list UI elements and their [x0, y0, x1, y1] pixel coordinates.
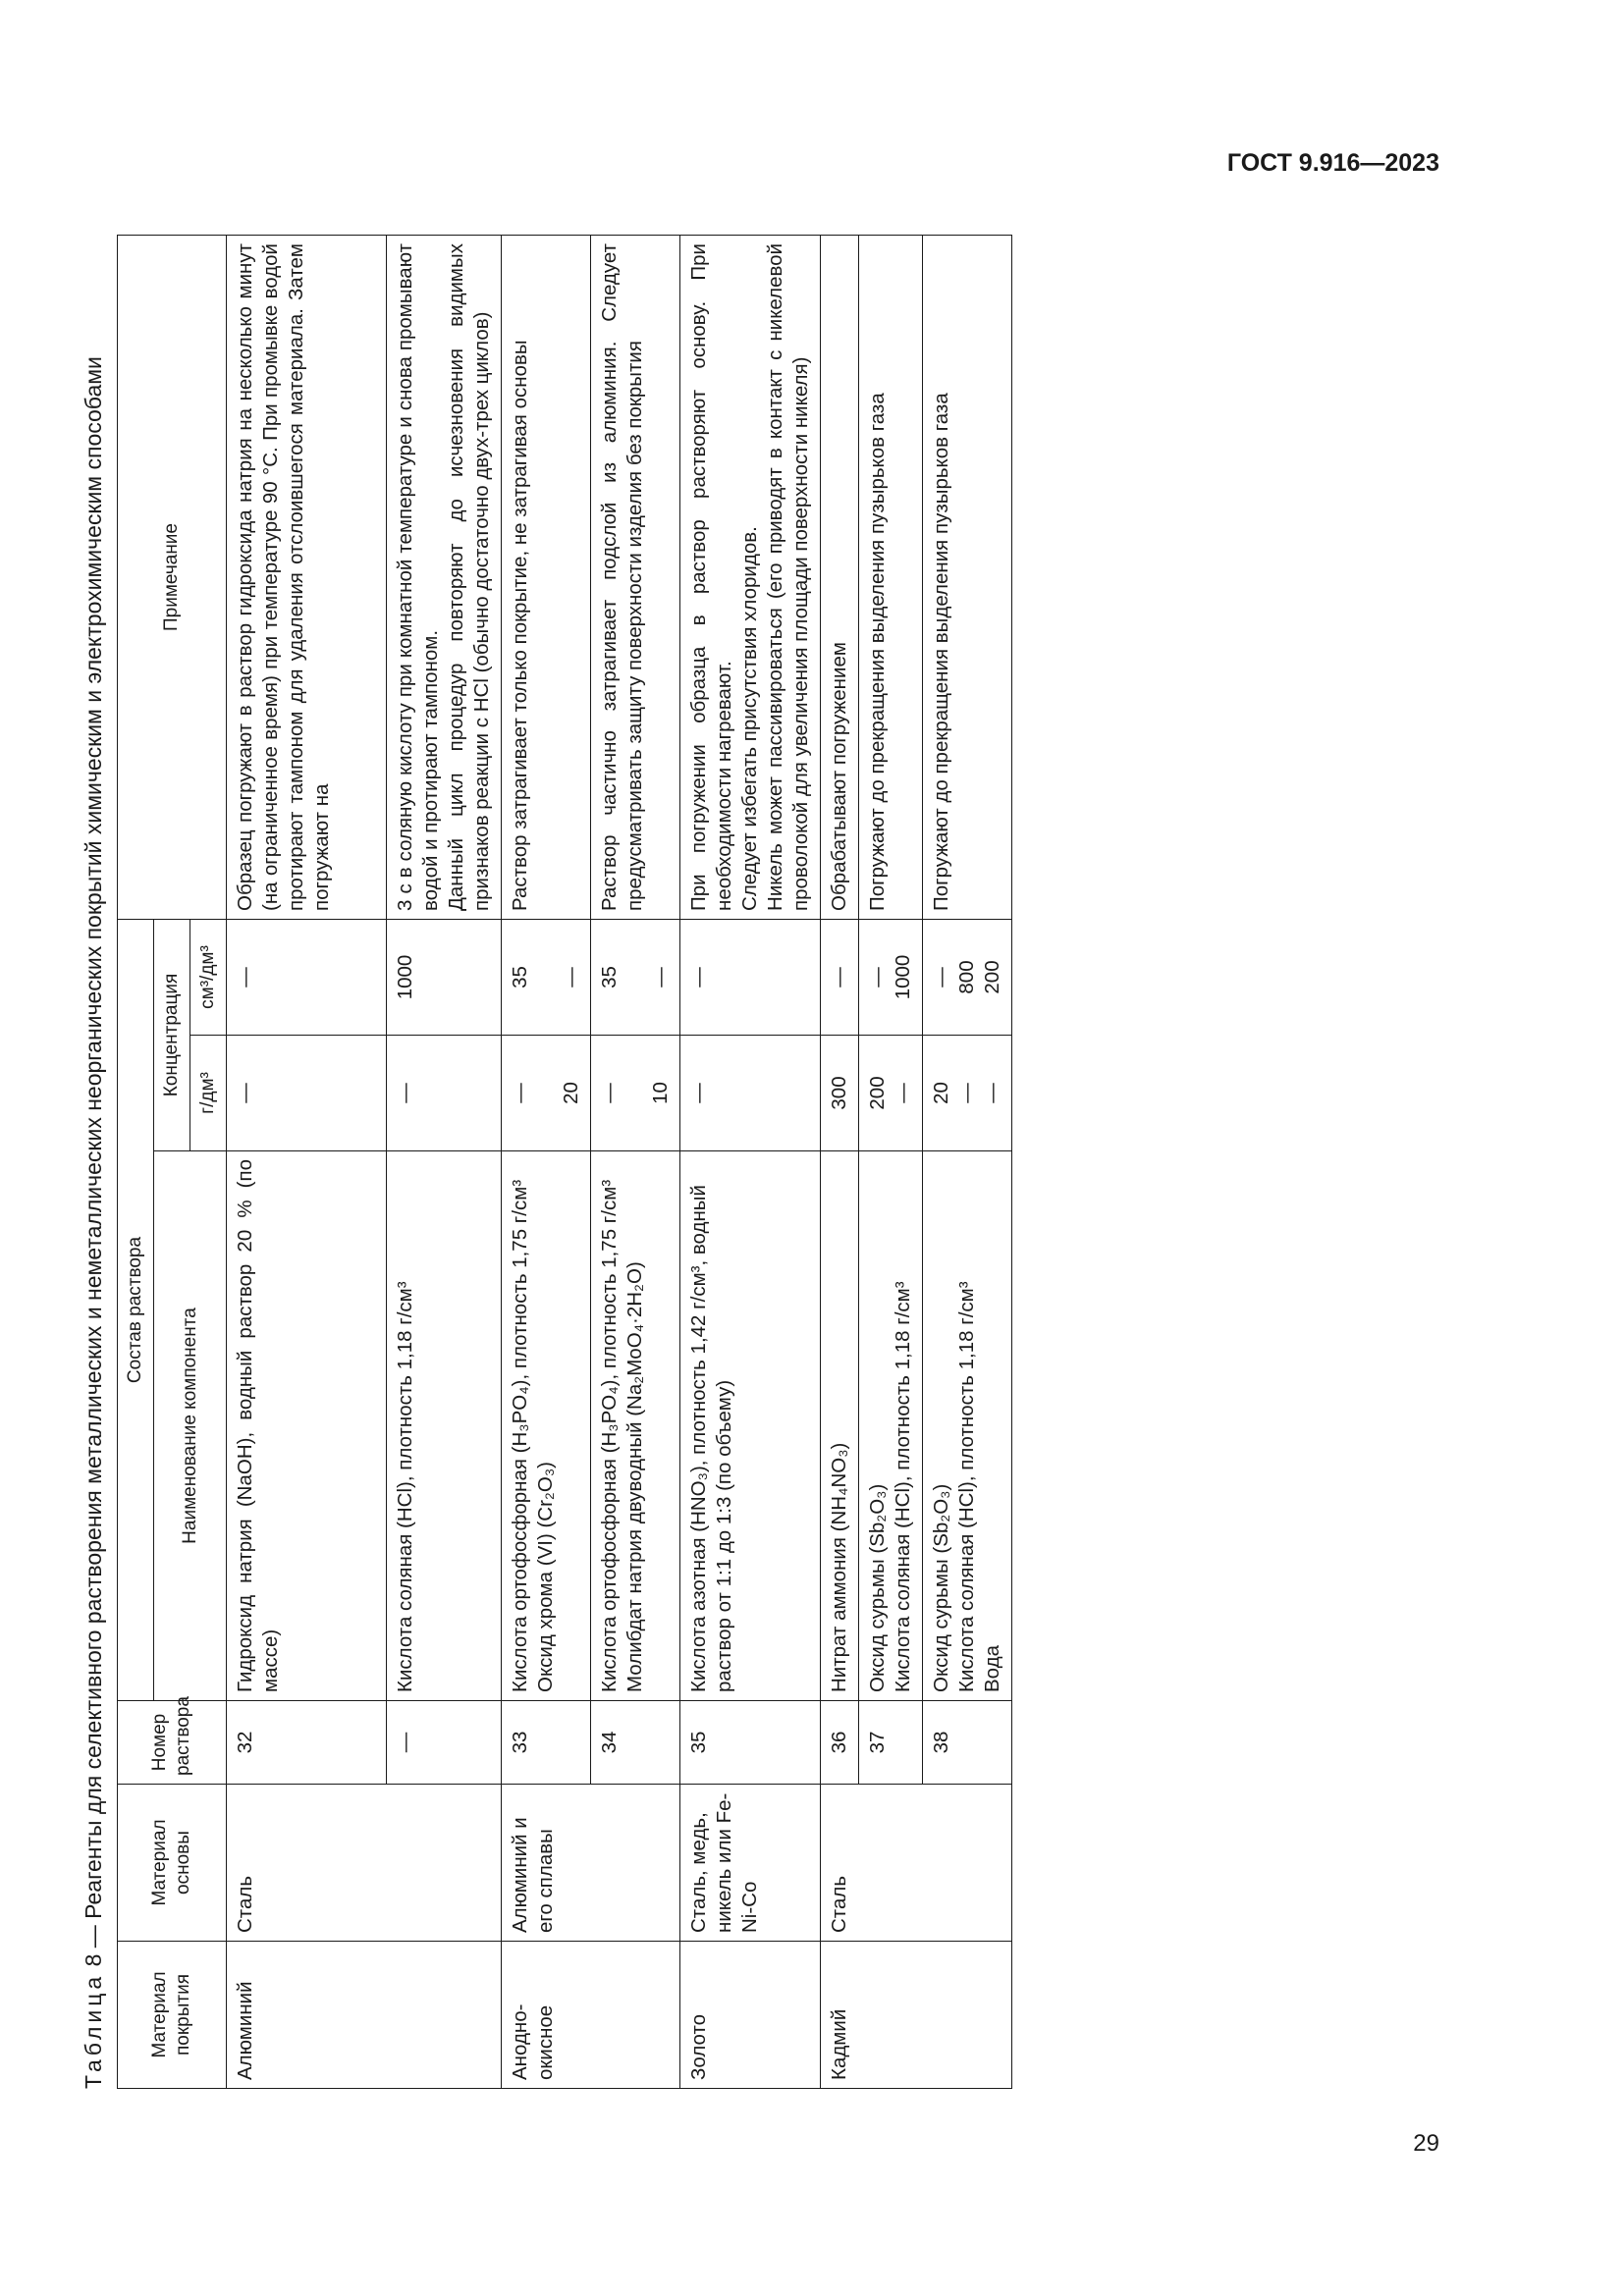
- value-line: —: [892, 1083, 914, 1103]
- page-number: 29: [1413, 2130, 1439, 2157]
- cell-num: 36: [821, 1701, 859, 1785]
- value-line: 200: [866, 1076, 889, 1110]
- cell-note: Погружают до прекращения выделения пузырьков газа: [923, 235, 1012, 919]
- cell-component: [923, 1151, 1012, 1701]
- header-concentration: Концентрация: [154, 919, 190, 1150]
- value-line: —: [866, 967, 889, 988]
- cell-cm: [502, 919, 591, 1035]
- caption-label: Таблица: [81, 1972, 106, 2089]
- cell-cm: [591, 919, 680, 1035]
- value-line: 20: [930, 1082, 952, 1104]
- cell-g: [502, 1036, 591, 1151]
- note-line: 3 с в соляную кислоту при комнатной температуре и снова промывают водой и протирают тампоном.: [394, 242, 442, 911]
- component-line: Оксид сурьмы (Sb₂O₃): [930, 1483, 952, 1692]
- value-line: —: [981, 1083, 1003, 1103]
- cell-cm: —: [227, 919, 387, 1035]
- value-line: 20: [560, 1082, 582, 1104]
- cell-g: [923, 1036, 1012, 1151]
- value-line: 35: [509, 966, 531, 988]
- note-line: При погружении образца в раствор растворяют основу. При необходимости нагревают.: [687, 242, 735, 911]
- caption-number: 8: [81, 1953, 106, 1967]
- standard-header: ГОСТ 9.916—2023: [1226, 149, 1439, 177]
- header-g-dm3: г/дм³: [190, 1036, 227, 1151]
- cell-num: 37: [859, 1701, 923, 1785]
- cell-num: —: [387, 1701, 502, 1785]
- cell-num: 38: [923, 1701, 1012, 1785]
- cell-num: 35: [680, 1701, 821, 1785]
- cell-coating: Алюминий: [227, 1942, 502, 2089]
- cell-note: Погружают до прекращения выделения пузырьков газа: [859, 235, 923, 919]
- reagents-table: [117, 235, 1012, 2089]
- table-row: [502, 235, 591, 2088]
- cell-num: 32: [227, 1701, 387, 1785]
- cell-coating: Анодно-окисное: [502, 1942, 680, 2089]
- component-line: Кислота соляная (HCl), плотность 1,18 г/см³: [955, 1281, 978, 1692]
- cell-base: Сталь: [227, 1785, 502, 1942]
- cell-coating: Кадмий: [821, 1942, 1012, 2089]
- note-line: Следует избегать присутствия хлоридов.: [738, 526, 761, 911]
- cell-component: [502, 1151, 591, 1701]
- cell-note: [387, 235, 502, 919]
- cell-component: Нитрат аммония (NH₄NO₃): [821, 1151, 859, 1701]
- caption-text: — Реагенты для селективного растворения металлических и неметаллических неорганических покрытий химическим и электрохимическим способами: [81, 356, 106, 1949]
- cell-cm: —: [821, 919, 859, 1035]
- cell-note: [680, 235, 821, 919]
- cell-note: Раствор частично затрагивает подслой из алюминия. Следует предусматривать защиту поверхности изделия без покрытия: [591, 235, 680, 919]
- value-line: —: [509, 1083, 531, 1103]
- value-line: —: [598, 1083, 621, 1103]
- component-line: Кислота ортофосфорная (H₃PO₄), плотность 1,75 г/см³: [598, 1179, 621, 1692]
- table-row: [680, 235, 821, 2088]
- cell-g: [591, 1036, 680, 1151]
- cell-cm: 1000: [387, 919, 502, 1035]
- value-line: 35: [598, 966, 621, 988]
- cell-component: [591, 1151, 680, 1701]
- component-line: Оксид сурьмы (Sb₂O₃): [866, 1483, 889, 1692]
- cell-g: —: [227, 1036, 387, 1151]
- cell-coating: Золото: [680, 1942, 821, 2089]
- component-line: Молибдат натрия двуводный (Na₂MoO₄·2H₂O): [623, 1261, 646, 1692]
- rotated-table-page: [79, 236, 1434, 2089]
- cell-cm: —: [680, 919, 821, 1035]
- cell-g: 300: [821, 1036, 859, 1151]
- value-line: 800: [955, 960, 978, 994]
- cell-component: Кислота азотная (HNO₃), плотность 1,42 г/см³, водный раствор от 1:1 до 1:3 (по объему): [680, 1151, 821, 1701]
- value-line: 1000: [892, 954, 914, 1000]
- table-caption: [79, 236, 108, 2089]
- cell-component: [859, 1151, 923, 1701]
- table-row: [821, 235, 859, 2088]
- cell-cm: [923, 919, 1012, 1035]
- note-line: Данный цикл процедур повторяют до исчезновения видимых признаков реакции с HCl (обычно достаточно двух-трех циклов): [445, 242, 493, 911]
- cell-num: 34: [591, 1701, 680, 1785]
- component-line: Кислота соляная (HCl), плотность 1,18 г/см³: [892, 1281, 914, 1692]
- cell-num: 33: [502, 1701, 591, 1785]
- component-line: Оксид хрома (VI) (Cr₂O₃): [534, 1462, 557, 1692]
- cell-g: —: [387, 1036, 502, 1151]
- cell-base: Сталь, медь, никель или Fe-Ni-Co: [680, 1785, 821, 1942]
- value-line: —: [930, 967, 952, 988]
- cell-note: Образец погружают в раствор гидроксида натрия на несколько минут (на ограниченное время) при температуре 90 °С. При промывке водой протирают тампоном для удаления отслоившегося материала. Затем погружают на: [227, 235, 387, 919]
- table-row: [227, 235, 387, 2088]
- header-note: Примечание: [118, 235, 227, 919]
- component-line: Кислота ортофосфорная (H₃PO₄), плотность 1,75 г/см³: [509, 1179, 531, 1692]
- value-line: —: [955, 1083, 978, 1103]
- header-base: Материал основы: [118, 1785, 227, 1942]
- header-cm3-dm3: см³/дм³: [190, 919, 227, 1035]
- value-line: —: [560, 967, 582, 988]
- header-num: Номер раствора: [118, 1701, 227, 1785]
- value-line: 200: [981, 960, 1003, 994]
- cell-g: —: [680, 1036, 821, 1151]
- note-line: Никель может пассивироваться (его приводят в контакт с никелевой проволокой для увеличения площади поверхности никеля): [764, 242, 812, 911]
- cell-g: [859, 1036, 923, 1151]
- header-composition: Состав раствора: [118, 919, 154, 1700]
- cell-base: Алюминий и его сплавы: [502, 1785, 680, 1942]
- value-line: 10: [649, 1082, 672, 1104]
- cell-base: Сталь: [821, 1785, 1012, 1942]
- header-coating: Материал покрытия: [118, 1942, 227, 2089]
- cell-component: Кислота соляная (HCl), плотность 1,18 г/см³: [387, 1151, 502, 1701]
- component-line: Вода: [981, 1645, 1003, 1692]
- cell-note: Обрабатывают погружением: [821, 235, 859, 919]
- cell-note: Раствор затрагивает только покрытие, не затрагивая основы: [502, 235, 591, 919]
- value-line: —: [649, 967, 672, 988]
- header-component: Наименование компонента: [154, 1151, 227, 1701]
- cell-component: Гидроксид натрия (NaOH), водный раствор 20 % (по массе): [227, 1151, 387, 1701]
- cell-cm: [859, 919, 923, 1035]
